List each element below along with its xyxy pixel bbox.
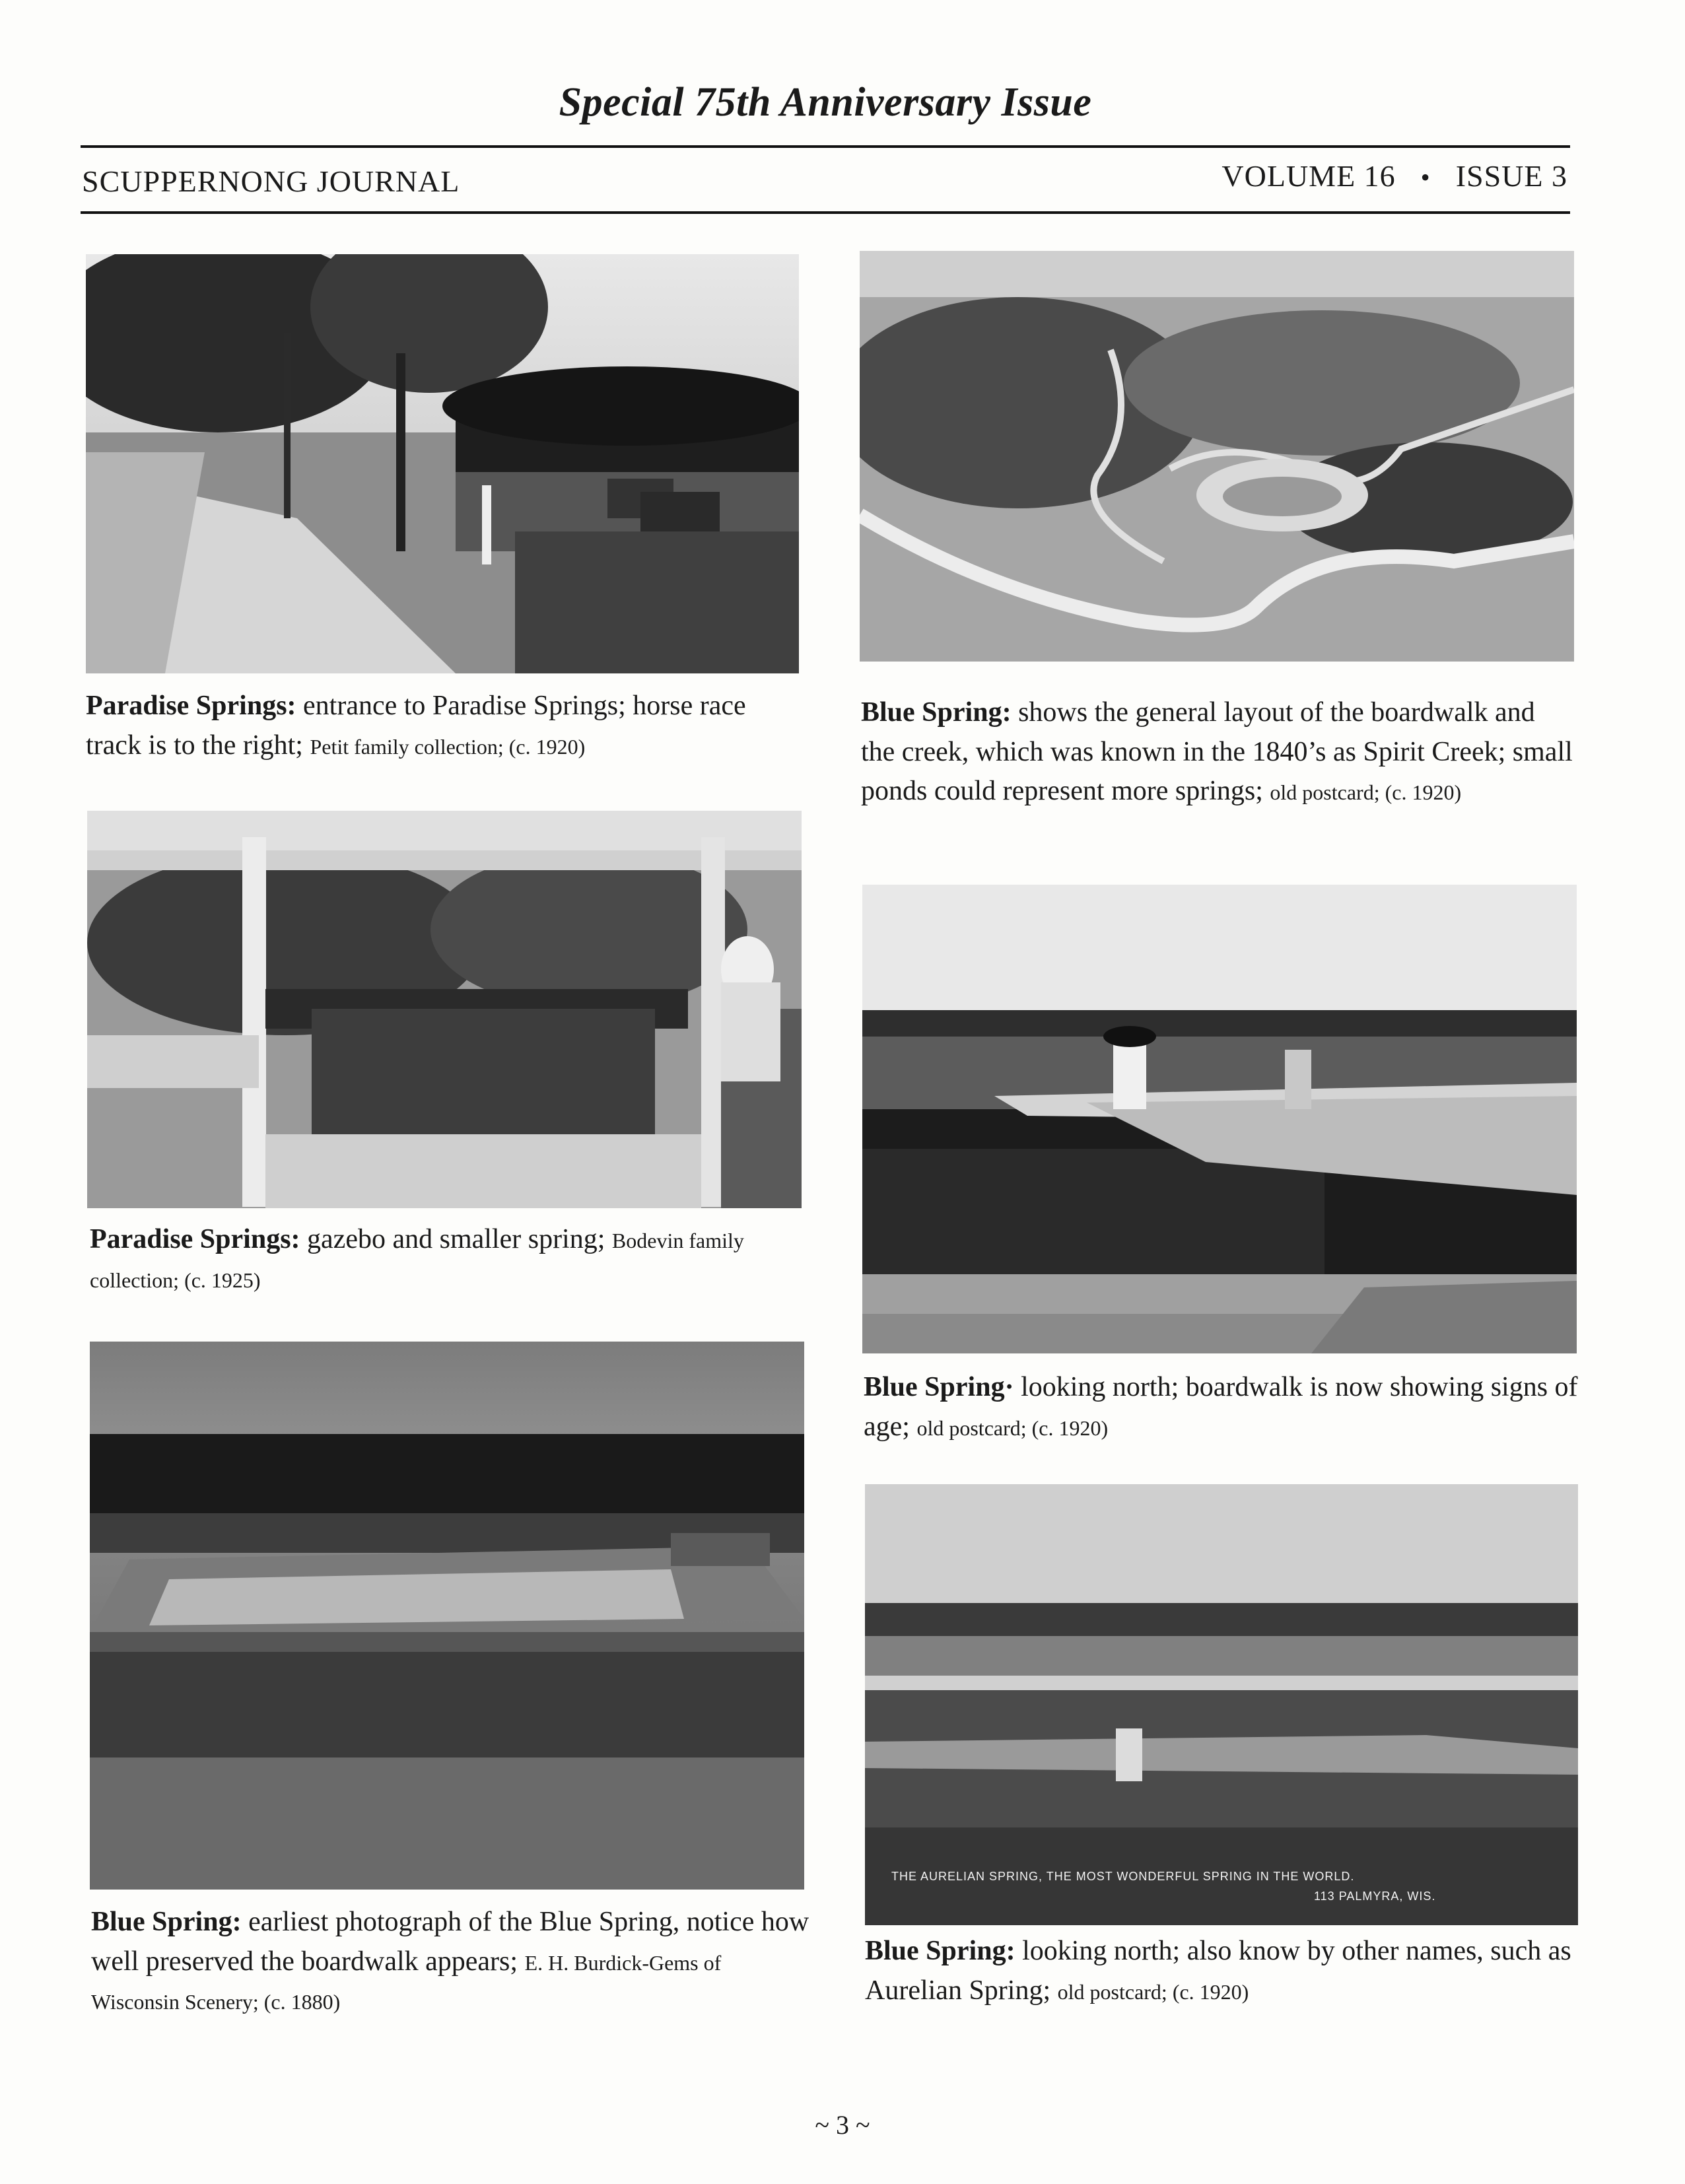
caption-text: entrance to Paradise Springs; horse race track is to the right; xyxy=(86,691,746,761)
postcard-inscription-line2: 113 PALMYRA, WIS. xyxy=(1314,1890,1436,1903)
volume-label: VOLUME 16 xyxy=(1221,159,1396,193)
caption-source: E. H. Burdick-Gems of Wisconsin Scenery; (c. 1880) xyxy=(91,1950,722,2014)
volume-issue xyxy=(1221,158,1567,193)
caption-source: old postcard; (c. 1920) xyxy=(916,1416,1109,1440)
page-number: ~ 3 ~ xyxy=(815,2110,870,2140)
caption-blue-spring-boardwalk xyxy=(864,1368,1578,1447)
separator-dot: • xyxy=(1420,162,1431,192)
caption-text: earliest photograph of the Blue Spring, notice how well preserved the boardwalk appears; xyxy=(91,1907,809,1977)
caption-source: old postcard; (c. 1920) xyxy=(1270,780,1462,805)
issue-label: ISSUE 3 xyxy=(1455,159,1567,193)
caption-heading: Blue Spring: xyxy=(91,1907,242,1937)
caption-text: shows the general layout of the boardwalk and the creek, which was known in the 1840’s as Spirit Creek; small ponds could represent more springs; xyxy=(861,697,1573,807)
caption-text: looking north; also know by other names, such as Aurelian Spring; xyxy=(865,1936,1571,2006)
photo-blue-spring-layout xyxy=(860,251,1574,662)
caption-heading: Blue Spring: xyxy=(865,1936,1015,1966)
caption-source: Bodevin family collection; (c. 1925) xyxy=(90,1229,744,1292)
caption-text: looking north; boardwalk is now showing signs of age; xyxy=(864,1372,1578,1442)
caption-heading: Paradise Springs: xyxy=(90,1224,300,1254)
photo-blue-spring-boardwalk xyxy=(862,885,1577,1353)
caption-blue-spring-layout xyxy=(861,693,1575,811)
journal-name: SCUPPERNONG JOURNAL xyxy=(82,164,460,198)
caption-heading: Paradise Springs: xyxy=(86,691,296,721)
caption-blue-spring-earliest xyxy=(91,1903,811,2021)
caption-heading: Blue Spring· xyxy=(864,1372,1014,1402)
caption-aurelian-spring xyxy=(865,1932,1579,2010)
header-bottom-rule xyxy=(81,211,1570,214)
caption-text: gazebo and smaller spring; xyxy=(300,1224,612,1254)
postcard-inscription-line1: THE AURELIAN SPRING, THE MOST WONDERFUL SPRING IN THE WORLD. xyxy=(891,1870,1355,1883)
caption-heading: Blue Spring: xyxy=(861,697,1012,728)
photo-aurelian-spring xyxy=(865,1484,1578,1925)
header-top-rule xyxy=(81,145,1570,148)
caption-paradise-gazebo xyxy=(90,1220,803,1299)
photo-paradise-entrance xyxy=(86,254,799,673)
caption-paradise-entrance xyxy=(86,687,799,765)
special-issue-title: Special 75th Anniversary Issue xyxy=(559,80,1092,125)
photo-blue-spring-earliest xyxy=(90,1342,804,1890)
caption-source: Petit family collection; (c. 1920) xyxy=(310,734,586,759)
caption-source: old postcard; (c. 1920) xyxy=(1057,1979,1249,2004)
photo-paradise-gazebo xyxy=(87,811,802,1208)
